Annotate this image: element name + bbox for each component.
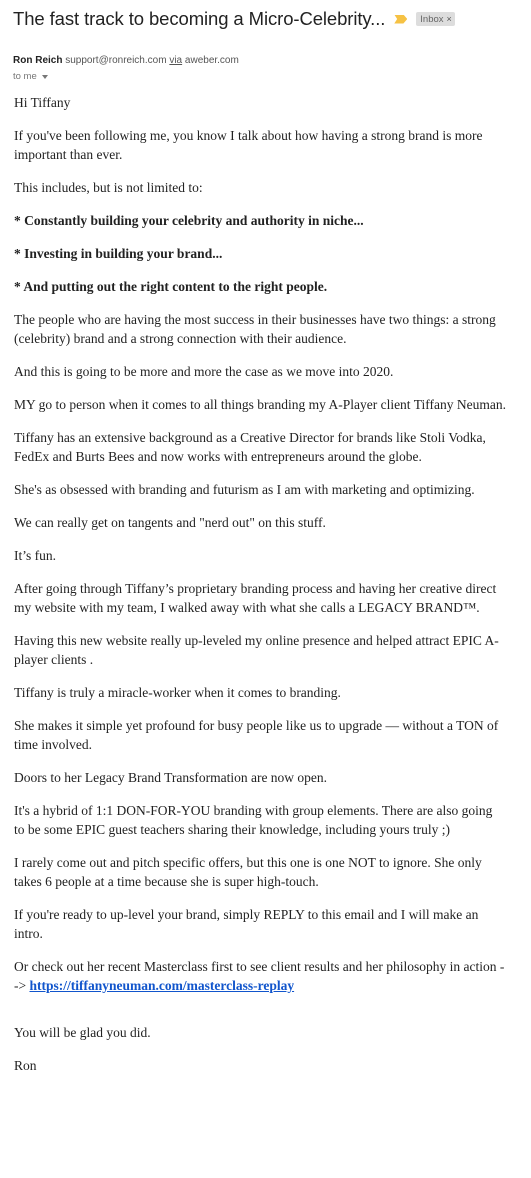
close-icon[interactable]: ×: [446, 14, 452, 24]
email-subject: The fast track to becoming a Micro-Celebrity...: [13, 8, 386, 29]
body-paragraph: We can really get on tangents and "nerd out" on this stuff.: [14, 515, 326, 530]
bullet-point: * Constantly building your celebrity and authority in niche...: [14, 213, 364, 228]
inbox-label-text: Inbox: [420, 13, 444, 25]
body-paragraph: And this is going to be more and more the case as we move into 2020.: [14, 364, 394, 379]
body-paragraph: Having this new website really up-leveled my online presence and helped attract EPIC A-player clients .: [14, 633, 499, 667]
sender-email[interactable]: support@ronreich.com: [65, 55, 167, 66]
body-paragraph: After going through Tiffany’s proprietary branding process and having her creative direct my website with my team, I walked away with what she calls a LEGACY BRAND™.: [14, 581, 497, 615]
signoff: Ron: [14, 1058, 37, 1073]
body-paragraph: If you're ready to up-level your brand, simply REPLY to this email and I will make an intro.: [14, 907, 479, 941]
body-paragraph: Tiffany has an extensive background as a Creative Director for brands like Stoli Vodka, FedEx and Burts Bees and now works with entrepreneurs around the globe.: [14, 430, 486, 464]
subject-row: [13, 8, 523, 30]
body-paragraph: Tiffany is truly a miracle-worker when it comes to branding.: [14, 685, 341, 700]
greeting: Hi Tiffany: [14, 95, 71, 110]
body-paragraph: She's as obsessed with branding and futurism as I am with marketing and optimizing.: [14, 482, 475, 497]
body-paragraph: MY go to person when it comes to all things branding my A-Player client Tiffany Neuman.: [14, 397, 506, 412]
masterclass-link[interactable]: https://tiffanyneuman.com/masterclass-replay: [29, 978, 295, 993]
body-paragraph: The people who are having the most success in their businesses have two things: a strong (celebrity) brand and a strong connection with their audience.: [14, 312, 496, 346]
sender-name[interactable]: Ron Reich: [13, 55, 63, 66]
email-body: [14, 93, 506, 1089]
sender-info: [13, 55, 239, 66]
body-paragraph: Doors to her Legacy Brand Transformation are now open.: [14, 770, 328, 785]
body-paragraph: This includes, but is not limited to:: [14, 180, 203, 195]
body-paragraph: It’s fun.: [14, 548, 56, 563]
recipient-text: to me: [13, 71, 37, 82]
body-paragraph: If you've been following me, you know I talk about how having a strong brand is more important than ever.: [14, 128, 483, 162]
masterclass-text: Or check out her recent Masterclass first to see client results and her philosophy in action -->: [14, 959, 505, 993]
inbox-label-chip[interactable]: [416, 12, 455, 26]
bullet-point: * And putting out the right content to the right people.: [14, 279, 328, 294]
via-link[interactable]: via: [169, 55, 183, 66]
masterclass-paragraph: [14, 957, 506, 995]
sender-domain: aweber.com: [184, 55, 239, 66]
importance-marker-icon[interactable]: [394, 15, 407, 24]
body-paragraph: I rarely come out and pitch specific offers, but this one is one NOT to ignore. She only takes 6 people at a time because she is super high-touch.: [14, 855, 482, 889]
chevron-down-icon[interactable]: [42, 75, 48, 79]
body-paragraph: It's a hybrid of 1:1 DON-FOR-YOU branding with group elements. There are also going to be some EPIC guest teachers sharing their knowledge, including yours truly ;): [14, 803, 493, 837]
body-paragraph: You will be glad you did.: [14, 1025, 151, 1040]
recipient-row[interactable]: [13, 71, 48, 82]
body-paragraph: She makes it simple yet profound for busy people like us to upgrade — without a TON of time involved.: [14, 718, 499, 752]
bullet-point: * Investing in building your brand...: [14, 246, 223, 261]
